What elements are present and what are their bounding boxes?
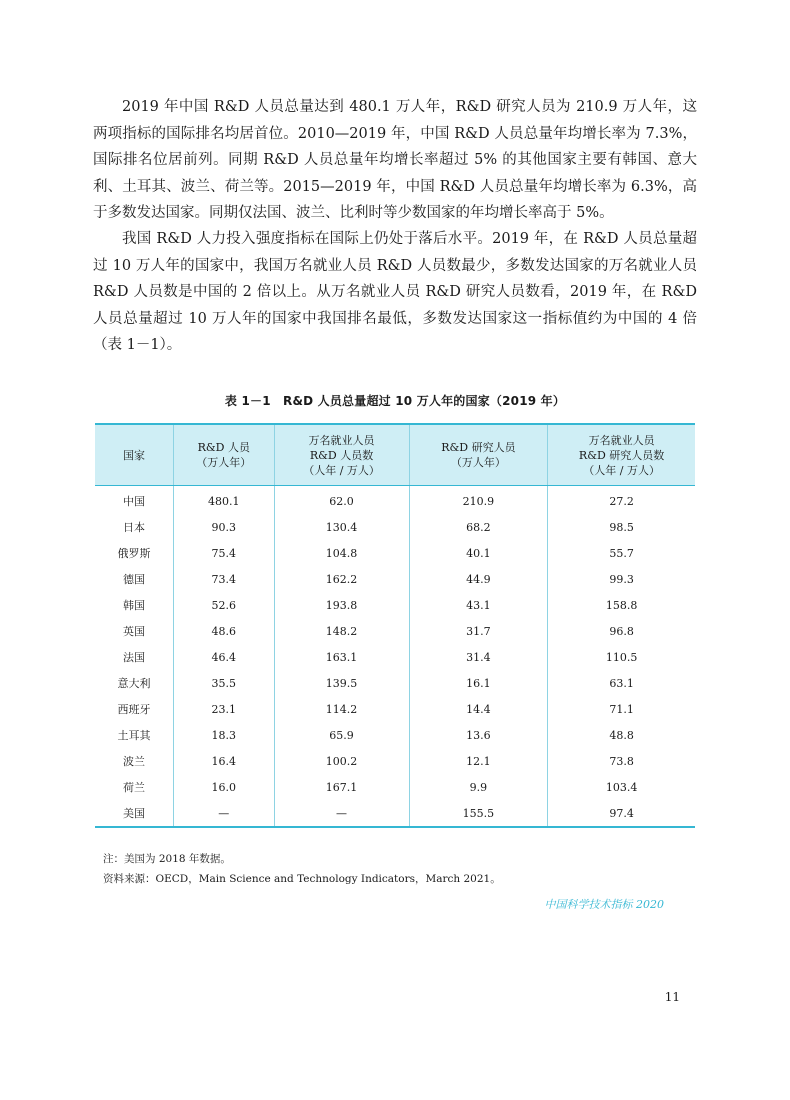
cell-rd-researchers: 31.4 [409, 644, 548, 670]
cell-rd-per-employed: 104.8 [274, 540, 409, 566]
header-line: 万名就业人员 [588, 433, 655, 447]
cell-researchers-per-employed: 96.8 [548, 618, 695, 644]
table-note: 注：美国为 2018 年数据。 [103, 853, 231, 865]
table-row [95, 696, 695, 722]
cell-rd-per-employed: 100.2 [274, 748, 409, 774]
cell-rd-researchers: 40.1 [409, 540, 548, 566]
header-researchers-per-employed [548, 424, 695, 486]
cell-rd-researchers: 43.1 [409, 592, 548, 618]
cell-researchers-per-employed: 103.4 [548, 774, 695, 800]
cell-rd-per-employed: 65.9 [274, 722, 409, 748]
rd-personnel-table [95, 423, 695, 828]
header-line: 国家 [123, 448, 146, 462]
cell-country: 荷兰 [123, 781, 146, 794]
header-unit: （万人年） [450, 456, 506, 469]
cell-rd-researchers: 31.7 [409, 618, 548, 644]
body-paragraph-2: 我国 R&D 人力投入强度指标在国际上仍处于落后水平。2019 年，在 R&D 人员总量超过 10 万人年的国家中，我国万名就业人员 R&D 人员数最少，多数发达国家的万名就业人员 R&D 人员数是中国的 2 倍以上。从万名就业人员 R&D 研究人员数看，2019 年，在 R&D 人员总量超过 10 万人年的国家中我国排名最低，多数发达国家这一指标值约为中国的 4 倍（表 1－1）。 [93, 231, 697, 354]
cell-rd-personnel: 48.6 [174, 618, 275, 644]
cell-rd-per-employed: 139.5 [274, 670, 409, 696]
cell-rd-personnel: 18.3 [174, 722, 275, 748]
cell-rd-personnel: 75.4 [174, 540, 275, 566]
cell-country: 英国 [123, 625, 146, 638]
cell-rd-per-employed: 130.4 [274, 514, 409, 540]
cell-researchers-per-employed: 73.8 [548, 748, 695, 774]
cell-country: 意大利 [117, 677, 151, 690]
cell-country: 土耳其 [117, 729, 151, 742]
cell-rd-per-employed: 162.2 [274, 566, 409, 592]
cell-country: 德国 [123, 573, 146, 586]
header-unit: （人年 / 万人） [583, 463, 660, 477]
table-row [95, 670, 695, 696]
table-header-row [95, 424, 695, 486]
table-row [95, 540, 695, 566]
cell-rd-personnel: 480.1 [174, 486, 275, 515]
header-rd-per-employed [274, 424, 409, 486]
cell-rd-researchers: 13.6 [409, 722, 548, 748]
cell-researchers-per-employed: 110.5 [548, 644, 695, 670]
cell-rd-personnel: 16.4 [174, 748, 275, 774]
cell-rd-researchers: 44.9 [409, 566, 548, 592]
table-row [95, 486, 695, 515]
table-caption: 表 1－1 R&D 人员总量超过 10 万人年的国家（2019 年） [224, 394, 566, 408]
header-line: 万名就业人员 [308, 433, 375, 447]
cell-rd-personnel: 90.3 [174, 514, 275, 540]
cell-rd-researchers: 9.9 [409, 774, 548, 800]
cell-rd-per-employed: — [274, 800, 409, 827]
series-title: 中国科学技术指标 2020 [544, 898, 664, 911]
table-row [95, 514, 695, 540]
cell-country: 日本 [123, 521, 146, 534]
cell-researchers-per-employed: 158.8 [548, 592, 695, 618]
cell-country: 韩国 [123, 599, 146, 612]
cell-rd-per-employed: 193.8 [274, 592, 409, 618]
cell-rd-per-employed: 62.0 [274, 486, 409, 515]
header-line: R&D 研究人员 [441, 441, 516, 454]
cell-rd-personnel: 46.4 [174, 644, 275, 670]
cell-rd-per-employed: 114.2 [274, 696, 409, 722]
table-row [95, 566, 695, 592]
cell-rd-personnel: 52.6 [174, 592, 275, 618]
table-row [95, 774, 695, 800]
table-row [95, 592, 695, 618]
cell-rd-researchers: 16.1 [409, 670, 548, 696]
cell-researchers-per-employed: 63.1 [548, 670, 695, 696]
cell-country: 波兰 [123, 755, 146, 768]
header-line: R&D 人员数 [309, 448, 374, 462]
header-unit: （人年 / 万人） [303, 463, 380, 477]
cell-country: 俄罗斯 [117, 547, 151, 560]
cell-rd-personnel: 73.4 [174, 566, 275, 592]
cell-researchers-per-employed: 55.7 [548, 540, 695, 566]
cell-country: 法国 [123, 651, 146, 664]
cell-rd-researchers: 68.2 [409, 514, 548, 540]
header-rd-personnel [174, 424, 275, 486]
cell-rd-per-employed: 148.2 [274, 618, 409, 644]
table-row [95, 748, 695, 774]
cell-rd-researchers: 14.4 [409, 696, 548, 722]
cell-rd-researchers: 210.9 [409, 486, 548, 515]
table-row [95, 618, 695, 644]
table-row [95, 800, 695, 827]
cell-country: 西班牙 [117, 703, 151, 716]
table-row [95, 644, 695, 670]
cell-researchers-per-employed: 27.2 [548, 486, 695, 515]
cell-country: 美国 [95, 800, 174, 827]
cell-rd-personnel: — [174, 800, 275, 827]
page-number: 11 [664, 990, 680, 1004]
cell-researchers-per-employed: 98.5 [548, 514, 695, 540]
table-source: 资料来源：OECD，Main Science and Technology Indicators，March 2021。 [103, 873, 501, 885]
cell-rd-per-employed: 167.1 [274, 774, 409, 800]
header-country [95, 424, 174, 486]
header-line: R&D 研究人员数 [578, 448, 665, 462]
cell-rd-researchers: 155.5 [409, 800, 548, 827]
cell-rd-researchers: 12.1 [409, 748, 548, 774]
cell-rd-personnel: 35.5 [174, 670, 275, 696]
header-rd-researchers [409, 424, 548, 486]
cell-rd-per-employed: 163.1 [274, 644, 409, 670]
cell-rd-personnel: 16.0 [174, 774, 275, 800]
cell-researchers-per-employed: 97.4 [548, 800, 695, 827]
header-unit: （万人年） [196, 456, 252, 469]
cell-country: 中国 [123, 495, 146, 508]
table-row [95, 722, 695, 748]
cell-researchers-per-employed: 71.1 [548, 696, 695, 722]
body-paragraph-1: 2019 年中国 R&D 人员总量达到 480.1 万人年，R&D 研究人员为 210.9 万人年，这两项指标的国际排名均居首位。2010—2019 年，中国 R&D 人员总量年均增长率为 7.3%，国际排名位居前列。同期 R&D 人员总量年均增长率超过 5% 的其他国家主要有韩国、意大利、土耳其、波兰、荷兰等。2015—2019 年，中国 R&D 人员总量年均增长率为 6.3%，高于多数发达国家。同期仅法国、波兰、比利时等少数国家的年均增长率高于 5%。 [93, 99, 697, 222]
cell-rd-personnel: 23.1 [174, 696, 275, 722]
cell-researchers-per-employed: 99.3 [548, 566, 695, 592]
table-body [95, 486, 695, 828]
header-line: R&D 人员 [197, 441, 250, 454]
cell-researchers-per-employed: 48.8 [548, 722, 695, 748]
